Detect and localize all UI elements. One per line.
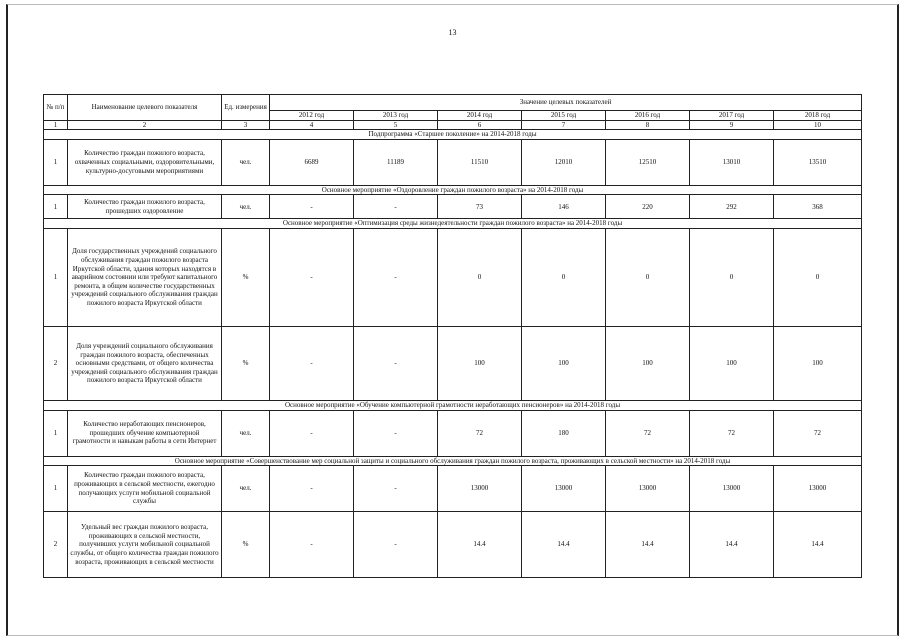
indicator-name: Количество граждан пожилого возраста, охваченных социальными, оздоровительными, культурно-досуговыми мероприятиями	[68, 139, 222, 185]
indicator-row	[44, 512, 862, 578]
value-cell: 12510	[606, 139, 690, 185]
value-cell: 14.4	[690, 512, 774, 578]
section-row	[44, 219, 862, 229]
value-cell: 100	[522, 326, 606, 400]
row-number: 1	[44, 410, 68, 456]
indicator-name: Удельный вес граждан пожилого возраста, проживающих в сельской местности, получивших услуги мобильной социальной службы, от общего количества граждан пожилого возраста, проживающих в сельской местности	[68, 512, 222, 578]
value-cell: -	[354, 228, 438, 326]
unit-cell: чел.	[222, 139, 270, 185]
unit-cell: чел.	[222, 195, 270, 219]
value-cell: 13010	[690, 139, 774, 185]
value-cell: -	[270, 228, 354, 326]
indicator-row	[44, 410, 862, 456]
value-cell: 220	[606, 195, 690, 219]
column-number: 3	[222, 120, 270, 130]
indicator-row	[44, 228, 862, 326]
indicator-name: Доля учреждений социального обслуживания граждан пожилого возраста, обеспеченных основными средствами, от общего количества учреждений социального обслуживания граждан пожилого возраста Иркутской области	[68, 326, 222, 400]
indicator-name: Количество граждан пожилого возраста, прошедших оздоровление	[68, 195, 222, 219]
target-indicators-table	[43, 94, 862, 578]
value-cell: -	[354, 512, 438, 578]
value-cell: 12010	[522, 139, 606, 185]
value-cell: 100	[690, 326, 774, 400]
header-unit: Ед. измерения	[222, 95, 270, 121]
value-cell: 180	[522, 410, 606, 456]
section-title: Основное мероприятие «Оздоровление граждан пожилого возраста» на 2014-2018 годы	[44, 185, 862, 195]
header-row	[44, 95, 862, 111]
value-cell: 13000	[690, 466, 774, 512]
row-number: 2	[44, 512, 68, 578]
value-cell: 13000	[438, 466, 522, 512]
section-row	[44, 130, 862, 140]
indicator-row	[44, 466, 862, 512]
value-cell: 368	[774, 195, 862, 219]
header-year: 2012 год	[270, 111, 354, 121]
value-cell: 0	[606, 228, 690, 326]
value-cell: 11189	[354, 139, 438, 185]
header-year: 2015 год	[522, 111, 606, 121]
column-number: 2	[68, 120, 222, 130]
value-cell: 100	[606, 326, 690, 400]
value-cell: 146	[522, 195, 606, 219]
indicator-row	[44, 195, 862, 219]
column-number: 9	[690, 120, 774, 130]
value-cell: 73	[438, 195, 522, 219]
value-cell: 14.4	[606, 512, 690, 578]
value-cell: 11510	[438, 139, 522, 185]
section-title: Основное мероприятие «Совершенствование мер социальной защиты и социального обслуживания граждан пожилого возраста, проживающих в сельской местности» на 2014-2018 годы	[44, 456, 862, 466]
value-cell: -	[354, 410, 438, 456]
value-cell: 14.4	[774, 512, 862, 578]
column-number: 8	[606, 120, 690, 130]
value-cell: 0	[690, 228, 774, 326]
value-cell: 14.4	[522, 512, 606, 578]
value-cell: 13510	[774, 139, 862, 185]
section-title: Основное мероприятие «Оптимизация среды жизнедеятельности граждан пожилого возраста» на 2014-2018 годы	[44, 219, 862, 229]
indicator-row	[44, 326, 862, 400]
column-number: 5	[354, 120, 438, 130]
value-cell: 13000	[606, 466, 690, 512]
value-cell: -	[270, 512, 354, 578]
value-cell: 72	[774, 410, 862, 456]
header-year: 2018 год	[774, 111, 862, 121]
column-number: 4	[270, 120, 354, 130]
page-number: 13	[448, 28, 457, 37]
section-row	[44, 185, 862, 195]
value-cell: 292	[690, 195, 774, 219]
indicator-name: Количество неработающих пенсионеров, прошедших обучение компьютерной грамотности и навыкам работы в сети Интернет	[68, 410, 222, 456]
section-row	[44, 456, 862, 466]
header-name: Наименование целевого показателя	[68, 95, 222, 121]
value-cell: -	[354, 326, 438, 400]
indicator-row	[44, 139, 862, 185]
header-year: 2016 год	[606, 111, 690, 121]
unit-cell: чел.	[222, 410, 270, 456]
unit-cell: %	[222, 512, 270, 578]
value-cell: 0	[522, 228, 606, 326]
unit-cell: чел.	[222, 466, 270, 512]
value-cell: 6689	[270, 139, 354, 185]
value-cell: 100	[438, 326, 522, 400]
section-title: Основное мероприятие «Обучение компьютерной грамотности неработающих пенсионеров» на 2014-2018 годы	[44, 400, 862, 410]
row-number: 2	[44, 326, 68, 400]
value-cell: -	[270, 466, 354, 512]
value-cell: -	[270, 410, 354, 456]
section-title: Подпрограмма «Старшее поколение» на 2014-2018 годы	[44, 130, 862, 140]
header-year: 2013 год	[354, 111, 438, 121]
row-number: 1	[44, 195, 68, 219]
row-number: 1	[44, 139, 68, 185]
header-num: № п/п	[44, 95, 68, 121]
section-row	[44, 400, 862, 410]
value-cell: -	[354, 195, 438, 219]
value-cell: 72	[606, 410, 690, 456]
indicator-name: Количество граждан пожилого возраста, проживающих в сельской местности, ежегодно получающих услуги мобильной социальной службы	[68, 466, 222, 512]
value-cell: 14.4	[438, 512, 522, 578]
column-number: 10	[774, 120, 862, 130]
value-cell: 13000	[774, 466, 862, 512]
column-number: 6	[438, 120, 522, 130]
header-year: 2014 год	[438, 111, 522, 121]
indicator-name: Доля государственных учреждений социального обслуживания граждан пожилого возраста Иркутской области, здания которых находятся в аварийном состоянии или требуют капитального ремонта, в общем количестве государственных учреждений социального обслуживания граждан пожилого возраста Иркутской области	[68, 228, 222, 326]
value-cell: 13000	[522, 466, 606, 512]
row-number: 1	[44, 228, 68, 326]
value-cell: 0	[774, 228, 862, 326]
column-number: 7	[522, 120, 606, 130]
value-cell: 72	[690, 410, 774, 456]
value-cell: -	[270, 326, 354, 400]
column-number-row	[44, 120, 862, 130]
value-cell: -	[270, 195, 354, 219]
value-cell: 72	[438, 410, 522, 456]
value-cell: 100	[774, 326, 862, 400]
row-number: 1	[44, 466, 68, 512]
unit-cell: %	[222, 228, 270, 326]
value-cell: -	[354, 466, 438, 512]
value-cell: 0	[438, 228, 522, 326]
column-number: 1	[44, 120, 68, 130]
unit-cell: %	[222, 326, 270, 400]
header-values-group: Значение целевых показателей	[270, 95, 862, 111]
header-year: 2017 год	[690, 111, 774, 121]
